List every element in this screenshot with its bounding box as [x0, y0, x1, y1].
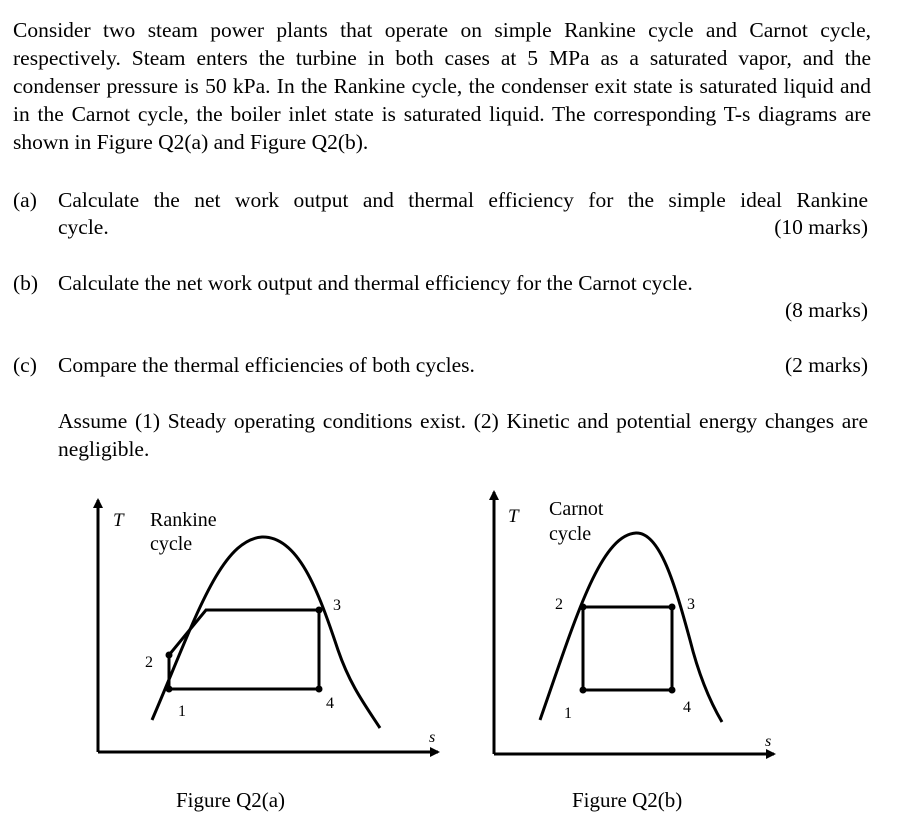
- carnot-state-3-label: 3: [687, 596, 695, 613]
- rankine-cycle-path: [169, 610, 319, 689]
- carnot-state-1-dot: [580, 687, 587, 694]
- rankine-axis-s-label: s: [429, 729, 436, 746]
- intro-paragraph: Consider two steam power plants that operate on simple Rankine cycle and Carnot cycle, respectively. Steam enters the turbine in both cases at 5 MPa as a saturated vapor, and the condenser pressure is 50 kPa. In the Rankine cycle, the condenser exit state is saturated liquid and in the Carnot cycle, the boiler inlet state is saturated liquid. The corresponding T-s diagrams are shown in Figure Q2(a) and Figure Q2(b).: [13, 18, 871, 154]
- question-a-text-line2: cycle.: [58, 215, 109, 239]
- carnot-state-2-label: 2: [555, 596, 563, 613]
- rankine-diagram: [98, 500, 438, 752]
- rankine-state-3-label: 3: [333, 597, 341, 614]
- carnot-title-line2: cycle: [549, 523, 592, 545]
- carnot-title-line1: Carnot: [549, 498, 604, 520]
- carnot-state-1-label: 1: [564, 705, 572, 722]
- question-c-text: Compare the thermal efficiencies of both cycles.: [58, 353, 475, 377]
- rankine-state-3-dot: [316, 607, 323, 614]
- carnot-state-4-dot: [669, 687, 676, 694]
- carnot-cycle-path: [583, 607, 672, 690]
- question-a-text-line1: Calculate the net work output and thermal efficiency for the simple ideal Rankine: [58, 188, 868, 212]
- rankine-state-4-label: 4: [326, 695, 334, 712]
- carnot-axis-t-label: T: [508, 506, 519, 527]
- carnot-diagram: [494, 492, 774, 754]
- carnot-state-3-dot: [669, 604, 676, 611]
- carnot-saturation-dome: [540, 533, 722, 722]
- question-a-label: (a): [13, 188, 37, 212]
- figure-b-caption: Figure Q2(b): [572, 788, 683, 812]
- carnot-state-2-dot: [580, 604, 587, 611]
- question-b-marks: (8 marks): [785, 298, 868, 322]
- rankine-state-2-dot: [166, 652, 173, 659]
- rankine-axis-t-label: T: [113, 510, 124, 531]
- rankine-title-line1: Rankine: [150, 509, 217, 531]
- question-c-marks: (2 marks): [785, 353, 868, 377]
- question-c-label: (c): [13, 353, 37, 377]
- rankine-state-1-label: 1: [178, 703, 186, 720]
- question-b-text: Calculate the net work output and thermal efficiency for the Carnot cycle.: [58, 271, 693, 295]
- carnot-state-4-label: 4: [683, 699, 691, 716]
- carnot-axis-s-label: s: [765, 733, 772, 750]
- rankine-title-line2: cycle: [150, 533, 193, 555]
- question-a-marks: (10 marks): [774, 215, 868, 239]
- rankine-state-2-label: 2: [145, 654, 153, 671]
- rankine-state-1-dot: [166, 686, 173, 693]
- assumptions-text: Assume (1) Steady operating conditions exist. (2) Kinetic and potential energy changes are negligible.: [58, 409, 868, 461]
- question-b-label: (b): [13, 271, 39, 295]
- rankine-state-4-dot: [316, 686, 323, 693]
- figure-a-caption: Figure Q2(a): [176, 788, 286, 812]
